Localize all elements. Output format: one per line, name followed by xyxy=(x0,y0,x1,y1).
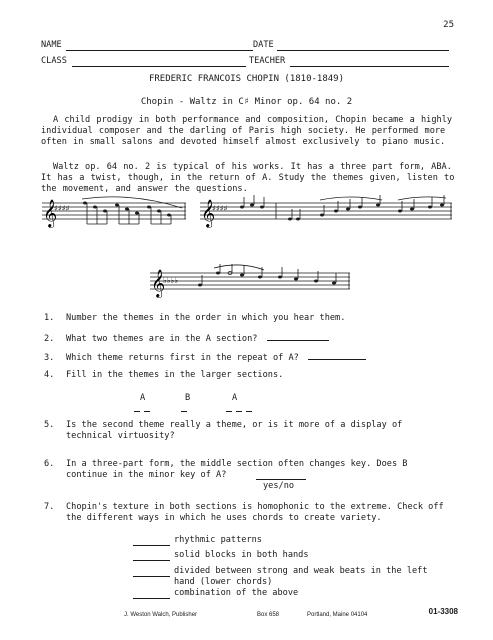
subtitle: Chopin - Waltz in C♯ Minor op. 64 no. 2 xyxy=(140,97,353,107)
question-1 xyxy=(44,313,464,324)
teacher-field[interactable] xyxy=(290,66,449,67)
question-5 xyxy=(44,420,454,442)
question-text: What two themes are in the A section? xyxy=(66,334,258,344)
question-3 xyxy=(44,351,464,364)
theme-blank[interactable] xyxy=(144,411,150,412)
treble-clef-icon: 𝄞 xyxy=(43,199,58,227)
option-combination: combination of the above xyxy=(174,588,299,598)
checkbox-blank[interactable] xyxy=(133,598,170,599)
question-2 xyxy=(44,332,464,345)
name-label: NAME xyxy=(41,40,62,50)
option-rhythmic-patterns: rhythmic patterns xyxy=(174,535,262,545)
answer-blank[interactable] xyxy=(308,351,366,360)
option-solid-blocks: solid blocks in both hands xyxy=(174,550,309,560)
yes-no-hint: yes/no xyxy=(263,481,295,491)
name-field[interactable] xyxy=(66,50,253,51)
question-number: 6. xyxy=(44,459,55,469)
question-7 xyxy=(44,502,454,524)
checkbox-blank[interactable] xyxy=(133,560,170,561)
page-number: 25 xyxy=(443,20,454,30)
question-6 xyxy=(44,459,454,481)
option-divided-beats: divided between strong and weak beats in the left hand (lower chords) xyxy=(174,566,428,587)
yes-no-blank[interactable] xyxy=(256,479,306,480)
theme-2-staff xyxy=(200,194,452,234)
answer-blank[interactable] xyxy=(267,332,329,341)
checkbox-blank[interactable] xyxy=(133,545,170,546)
question-text: Which theme returns first in the repeat of A? xyxy=(66,353,299,363)
date-label: DATE xyxy=(253,40,274,50)
question-4 xyxy=(44,370,464,381)
footer-code: 01-3308 xyxy=(428,607,458,616)
date-field[interactable] xyxy=(277,50,449,51)
question-text: In a three-part form, the middle section often changes key. Does B continue in the minor key of A? xyxy=(66,459,408,480)
question-text: Is the second theme really a theme, or is it more of a display of technical virtuosity? xyxy=(66,420,403,441)
question-number: 2. xyxy=(44,334,55,344)
theme-blank[interactable] xyxy=(246,411,252,412)
footer-box: Box 658 xyxy=(257,612,280,618)
question-number: 3. xyxy=(44,353,55,363)
section-label: B xyxy=(185,393,191,403)
question-number: 5. xyxy=(44,420,55,430)
class-label: CLASS xyxy=(41,56,67,66)
sharp-icon: ♯♯♯♯ xyxy=(54,204,70,213)
treble-clef-icon: 𝄞 xyxy=(201,199,216,227)
page-title: FREDERIC FRANCOIS CHOPIN (1810-1849) xyxy=(148,74,345,84)
theme-blank[interactable] xyxy=(226,411,232,412)
theme-blank[interactable] xyxy=(134,411,140,412)
question-number: 1. xyxy=(44,313,55,323)
footer-publisher: J. Weston Walch, Publisher xyxy=(124,612,198,618)
checkbox-blank[interactable] xyxy=(133,576,170,577)
theme-blank[interactable] xyxy=(236,411,242,412)
question-text: Chopin's texture in both sections is homophonic to the extreme. Check off the different ways in which he uses chords to create variety. xyxy=(66,502,444,523)
question-number: 7. xyxy=(44,502,55,512)
section-label: A xyxy=(140,393,146,403)
section-label: A xyxy=(232,393,238,403)
sharp-icon: ♯♯♯♯ xyxy=(212,204,228,213)
theme-3-staff xyxy=(150,264,350,304)
treble-clef-icon: 𝄞 xyxy=(151,269,166,297)
theme-1-staff xyxy=(42,194,186,234)
theme-blank[interactable] xyxy=(181,411,187,412)
question-text: Number the themes in the order in which you hear them. xyxy=(66,313,346,323)
instructions-paragraph: Waltz op. 64 no. 2 is typical of his works. It has a three part form, ABA. It has a twist, though, in the return of A. Study the themes given, listen to the movement, and answer the questions. xyxy=(41,162,455,194)
intro-paragraph: A child prodigy in both performance and composition, Chopin became a highly individual composer and the darling of Paris high society. He performed more often in small salons and devoted himself almost exclusively to piano music. xyxy=(41,115,453,147)
teacher-label: TEACHER xyxy=(249,56,286,66)
flat-icon: ♭♭♭♭ xyxy=(163,276,179,285)
class-field[interactable] xyxy=(72,66,246,67)
question-text: Fill in the themes in the larger sections. xyxy=(66,370,284,380)
question-number: 4. xyxy=(44,370,55,380)
footer-city: Portland, Maine 04104 xyxy=(307,612,368,618)
